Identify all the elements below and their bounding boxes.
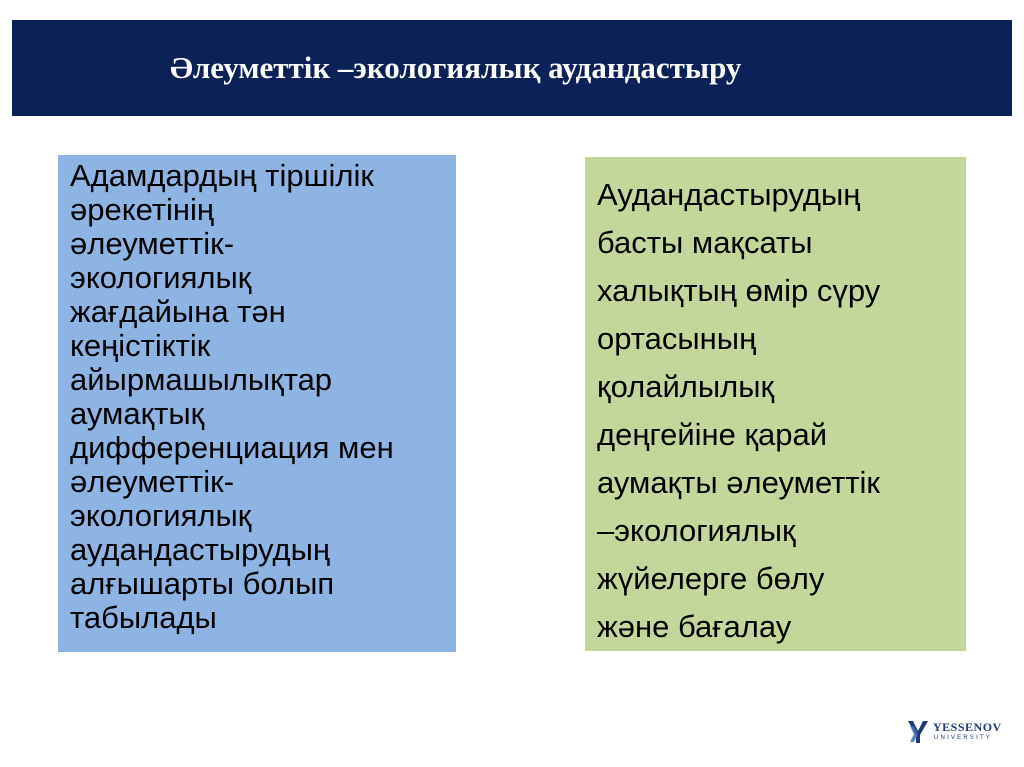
left-box-line: алғышарты болып bbox=[70, 566, 335, 601]
right-text-box bbox=[585, 157, 966, 651]
left-box-line: Адамдардың тіршілік bbox=[70, 158, 374, 193]
left-box-line: экологиялық bbox=[70, 498, 252, 533]
yessenov-logo-icon bbox=[906, 718, 930, 746]
left-text-box bbox=[58, 155, 456, 652]
slide-title: Әлеуметтік –экологиялық аудандастыру bbox=[170, 50, 742, 85]
logo-subtitle: UNIVERSITY bbox=[934, 735, 993, 741]
left-box-line: экологиялық bbox=[70, 260, 252, 295]
right-box-line: деңгейіне қарай bbox=[597, 417, 828, 452]
logo-name: YESSENOV bbox=[933, 720, 1002, 734]
right-box-line: халықтың өмір сүру bbox=[597, 273, 881, 308]
left-box-line: аумақтық bbox=[70, 396, 205, 431]
yessenov-logo bbox=[906, 716, 1002, 750]
right-box-line: Аудандастырудың bbox=[597, 177, 861, 212]
right-box-line: ортасының bbox=[597, 321, 757, 356]
left-box-line: дифференциация мен bbox=[70, 430, 394, 465]
left-box-line: әлеуметтік- bbox=[70, 464, 235, 499]
left-box-line: жағдайына тән bbox=[70, 294, 286, 329]
left-box-line: табылады bbox=[70, 600, 217, 635]
left-box-line: кеңістіктік bbox=[70, 328, 211, 363]
right-box-line: қолайлылық bbox=[597, 369, 775, 404]
right-box-line: –экологиялық bbox=[597, 513, 796, 548]
right-box-line: аумақты әлеуметтік bbox=[597, 465, 880, 500]
left-box-line: әлеуметтік- bbox=[70, 226, 235, 261]
title-bar bbox=[12, 20, 1012, 116]
right-box-line: басты мақсаты bbox=[597, 225, 813, 260]
left-box-line: әрекетінің bbox=[70, 192, 215, 227]
left-box-line: айырмашылықтар bbox=[70, 362, 333, 397]
left-box-line: аудандастырудың bbox=[70, 532, 330, 567]
right-box-line: және бағалау bbox=[597, 609, 792, 644]
right-box-line: жүйелерге бөлу bbox=[597, 561, 825, 596]
